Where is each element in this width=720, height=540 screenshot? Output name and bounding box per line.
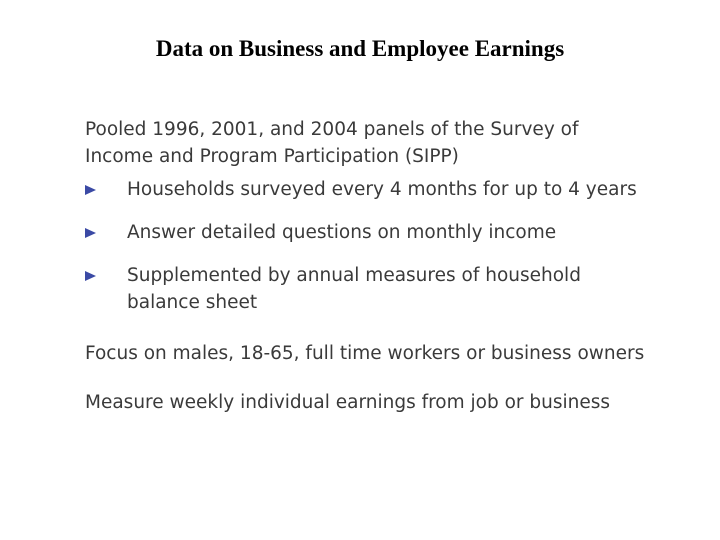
list-item: [85, 176, 645, 203]
focus-text: Focus on males, 18-65, full time workers or business owners: [85, 343, 645, 364]
intro-text: Pooled 1996, 2001, and 2004 panels of the Survey of Income and Program Participation (SIPP): [85, 119, 579, 167]
triangle-right-icon: [85, 271, 96, 281]
triangle-right-icon: [85, 185, 96, 195]
slide-content: [85, 116, 645, 416]
measure-text: Measure weekly individual earnings from job or business: [85, 392, 611, 413]
bullet-list: [85, 176, 645, 316]
bullet-text: Answer detailed questions on monthly income: [127, 222, 557, 243]
bullet-text: Households surveyed every 4 months for up to 4 years: [127, 179, 637, 200]
list-item: [85, 262, 645, 316]
list-item: [85, 219, 645, 246]
bullet-text: Supplemented by annual measures of household balance sheet: [127, 265, 581, 313]
slide-title: Data on Business and Employee Earnings: [155, 36, 565, 61]
triangle-right-icon: [85, 228, 96, 238]
